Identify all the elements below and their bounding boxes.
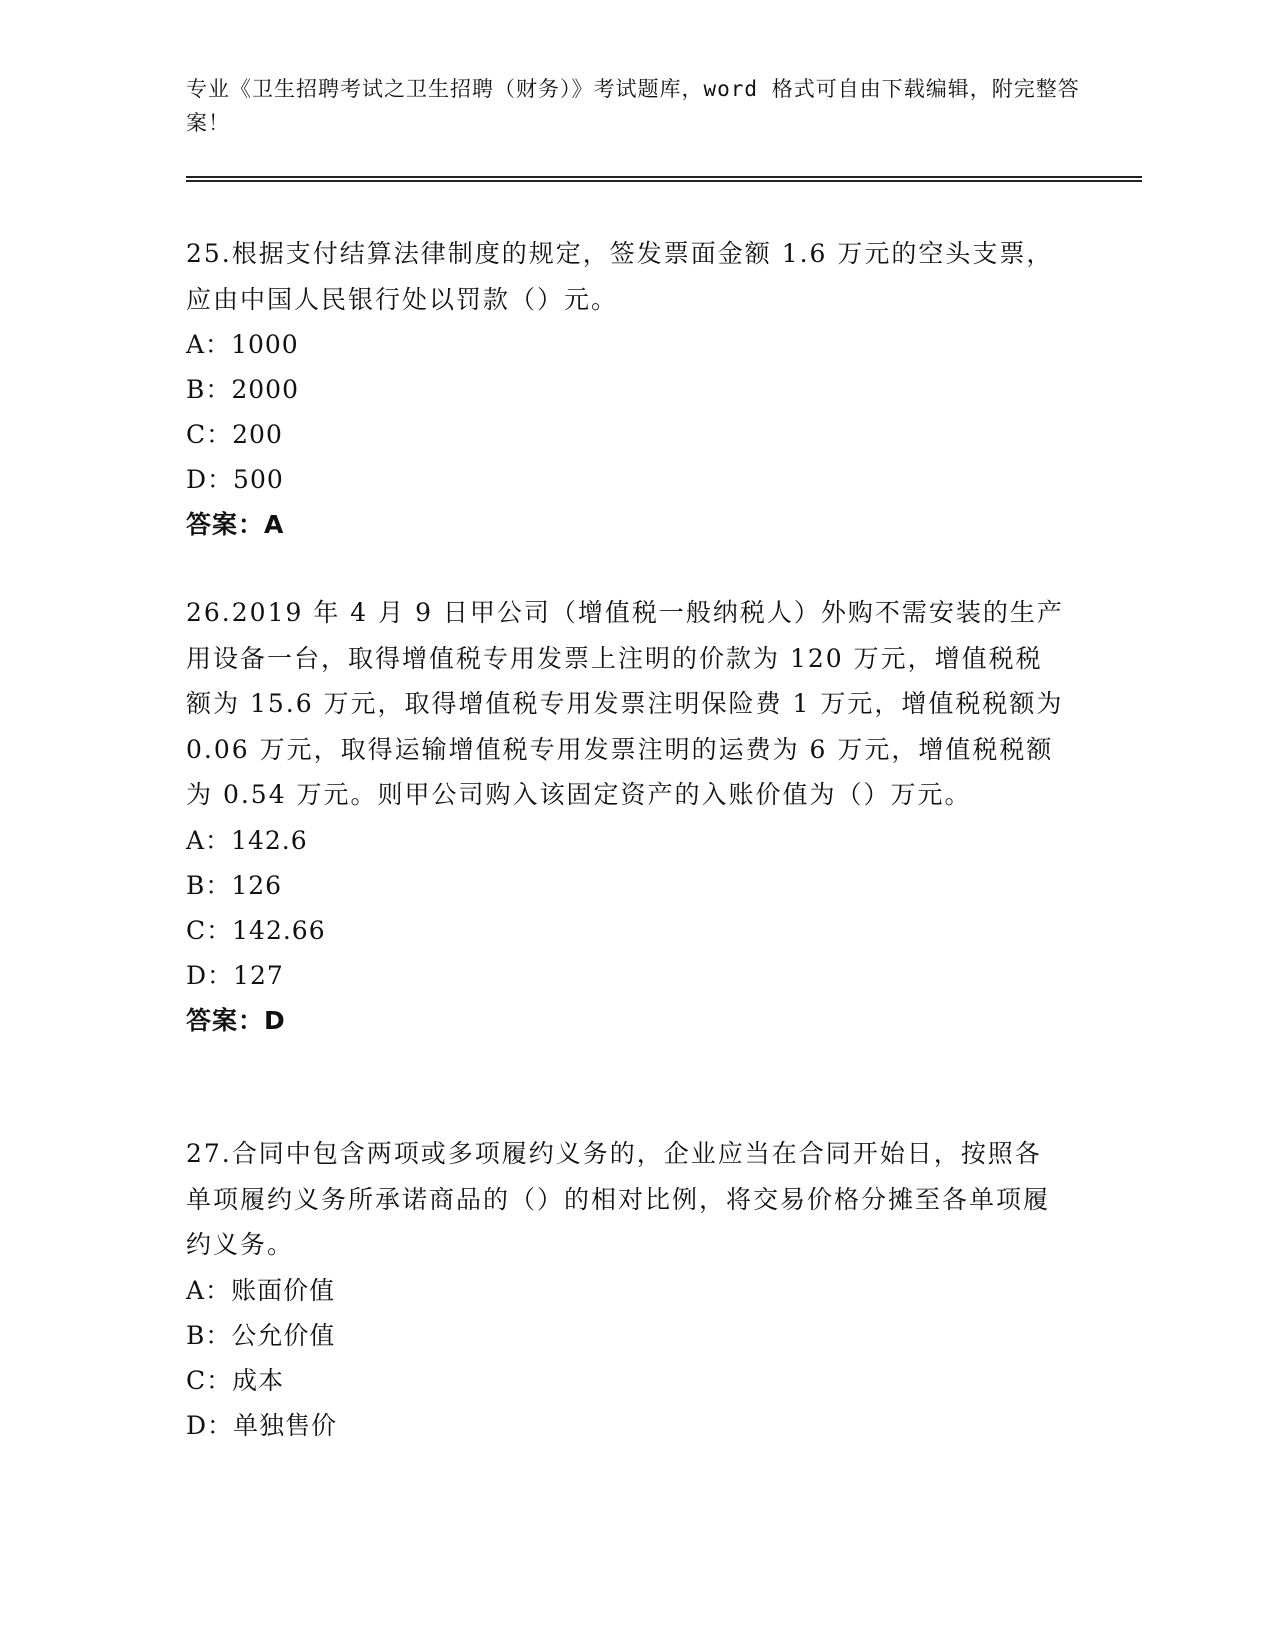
option-text: 500 [233, 465, 284, 494]
option-text: 账面价值 [231, 1275, 336, 1305]
option-text: 公允价值 [231, 1320, 336, 1350]
option-d [186, 457, 1066, 502]
option-b [186, 863, 1066, 908]
question-stem: 25.根据支付结算法律制度的规定，签发票面金额 1.6 万元的空头支票，应由中国人民银行处以罚款（）元。 [186, 239, 1054, 314]
option-key: D： [186, 960, 234, 990]
answer-line: 答案：A [186, 510, 285, 539]
option-key: A： [186, 1275, 232, 1305]
answer-line: 答案：D [186, 1005, 286, 1035]
question-26 [186, 590, 1066, 1043]
option-key: C： [186, 1365, 233, 1395]
option-text: 200 [232, 420, 283, 449]
header-double-rule [186, 176, 1142, 182]
option-a [186, 322, 1066, 367]
option-text: 127 [233, 960, 284, 990]
option-d [186, 1403, 1066, 1448]
option-b [186, 1313, 1066, 1358]
option-text: 1000 [231, 330, 299, 359]
option-text: 2000 [231, 375, 299, 404]
option-key: D： [186, 1410, 234, 1440]
option-key: C： [186, 420, 233, 449]
option-text: 126 [231, 870, 283, 900]
option-key: D： [186, 465, 234, 494]
option-a [186, 1268, 1066, 1313]
option-a [186, 818, 1066, 863]
option-key: B： [186, 870, 232, 900]
question-stem: 27.合同中包含两项或多项履约义务的，企业应当在合同开始日，按照各单项履约义务所承诺商品的（）的相对比例，将交易价格分摊至各单项履约义务。 [186, 1139, 1051, 1259]
option-key: A： [186, 825, 232, 855]
option-key: C： [186, 915, 233, 945]
option-c [186, 1358, 1066, 1403]
option-c [186, 412, 1066, 457]
option-key: B： [186, 1320, 232, 1350]
option-d [186, 953, 1066, 998]
option-text: 142.66 [232, 915, 326, 945]
question-stem: 26.2019 年 4 月 9 日甲公司（增值税一般纳税人）外购不需安装的生产用设备一台，取得增值税专用发票上注明的价款为 120 万元，增值税税额为 15.6 万元，取得增值税专用发票注明保险费 1 万元，增值税税额为 0.06 万元，取得运输增值税专用发票注明的运费为 6 万元，增值税税额为 0.54 万元。则甲公司购入该固定资产的入账价值为（）万元。 [186, 598, 1064, 809]
question-27 [186, 1131, 1066, 1448]
option-key: B： [186, 375, 232, 404]
option-text: 成本 [232, 1365, 285, 1395]
option-text: 单独售价 [233, 1410, 338, 1440]
option-text: 142.6 [231, 825, 308, 855]
option-key: A： [186, 330, 232, 359]
question-25 [186, 231, 1066, 547]
document-header-text: 专业《卫生招聘考试之卫生招聘（财务）》考试题库，word 格式可自由下载编辑，附完整答案！ [186, 77, 1080, 135]
option-b [186, 367, 1066, 412]
option-c [186, 908, 1066, 953]
